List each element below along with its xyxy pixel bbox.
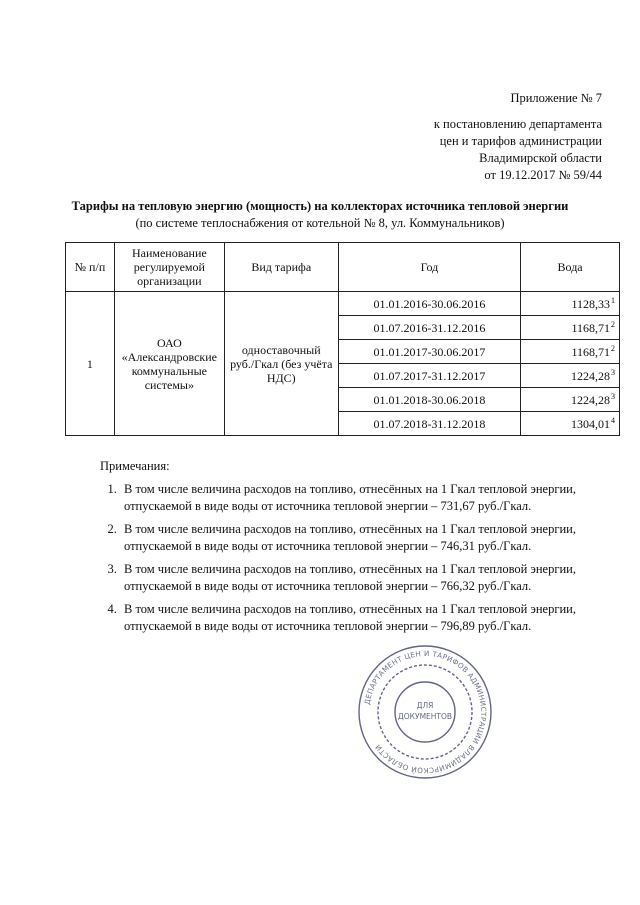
tariff-value: 1168,71 [571,320,610,335]
tariff-table [65,242,620,436]
stamp-center-line-2: ДОКУМЕНТОВ [397,712,453,721]
tariff-value: 1224,28 [571,392,610,407]
official-stamp [355,642,495,782]
title-line-2: (по системе теплоснабжения от котельной № 8, ул. Коммунальников) [135,216,505,230]
note-ref: 3 [611,391,615,401]
water-tariff-cell [521,412,620,436]
table-row [66,292,620,316]
organization-name: ОАО «Александровские коммунальные системы» [114,292,224,436]
annex-line: от 19.12.2017 № 59/44 [484,168,602,182]
header-organization: Наименование регулируемой организации [114,243,224,292]
annex-block [434,90,602,184]
annex-line: Владимирской области [479,151,602,165]
row-number: 1 [66,292,115,436]
period-cell: 01.07.2016-31.12.2016 [338,316,520,340]
water-tariff-cell [521,388,620,412]
stamp-center-line-1: ДЛЯ [416,701,434,710]
header-tariff-type: Вид тарифа [224,243,338,292]
water-tariff-cell [521,316,620,340]
stamp-ring-text: ДЕПАРТАМЕНТ ЦЕН И ТАРИФОВ АДМИНИСТРАЦИИ ВЛАДИМИРСКОЙ ОБЛАСТИ [362,648,489,776]
tariff-value: 1128,33 [571,296,610,311]
tariff-type: одноставочный руб./Гкал (без учёта НДС) [224,292,338,436]
annex-line: к постановлению департамента [433,117,602,131]
note-ref: 4 [611,415,615,425]
annex-title: Приложение № 7 [510,91,602,105]
tariff-value: 1304,01 [571,416,610,431]
note-ref: 1 [611,295,615,305]
notes-section [100,458,600,641]
notes-title: Примечания: [100,459,170,473]
header-number: № п/п [66,243,115,292]
table-header-row [66,243,620,292]
title-line-1: Тарифы на тепловую энергию (мощность) на коллекторах источника тепловой энергии [71,199,569,213]
period-cell: 01.01.2018-30.06.2018 [338,388,520,412]
note-ref: 2 [611,319,615,329]
period-cell: 01.01.2017-30.06.2017 [338,340,520,364]
note-ref: 2 [611,343,615,353]
tariff-value: 1168,71 [571,344,610,359]
note-item: 3. В том числе величина расходов на топливо, отнесённых на 1 Гкал тепловой энергии, отпускаемой в виде воды от источника тепловой энергии – 766,32 руб./Гкал. [120,561,600,595]
period-cell: 01.01.2016-30.06.2016 [338,292,520,316]
water-tariff-cell [521,340,620,364]
water-tariff-cell [521,364,620,388]
water-tariff-cell [521,292,620,316]
document-title [0,198,640,232]
tariff-value: 1224,28 [571,368,610,383]
annex-line: цен и тарифов администрации [439,134,602,148]
period-cell: 01.07.2017-31.12.2017 [338,364,520,388]
note-item: 2. В том числе величина расходов на топливо, отнесённых на 1 Гкал тепловой энергии, отпускаемой в виде воды от источника тепловой энергии – 746,31 руб./Гкал. [120,521,600,555]
header-water: Вода [521,243,620,292]
header-year: Год [338,243,520,292]
note-item: 4. В том числе величина расходов на топливо, отнесённых на 1 Гкал тепловой энергии, отпускаемой в виде воды от источника тепловой энергии – 796,89 руб./Гкал. [120,601,600,635]
note-item: 1. В том числе величина расходов на топливо, отнесённых на 1 Гкал тепловой энергии, отпускаемой в виде воды от источника тепловой энергии – 731,67 руб./Гкал. [120,481,600,515]
note-ref: 3 [611,367,615,377]
period-cell: 01.07.2018-31.12.2018 [338,412,520,436]
notes-list [100,481,600,635]
